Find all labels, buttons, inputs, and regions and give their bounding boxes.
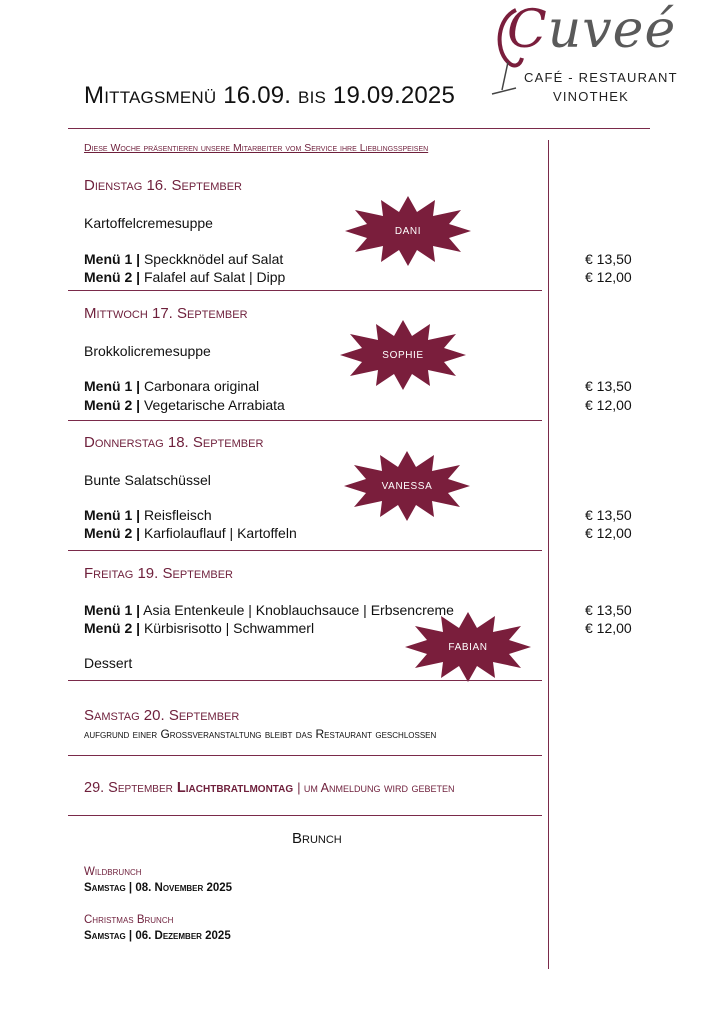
saturday-heading: Samstag 20. September: [84, 707, 240, 724]
menu-line: [84, 525, 297, 541]
day-heading: Dienstag 16. September: [84, 177, 243, 194]
section-divider: [68, 815, 542, 816]
logo-subtitle-vinothek: VINOTHEK: [553, 89, 630, 104]
event-date: 29. September: [84, 780, 173, 796]
section-divider: [68, 755, 542, 756]
logo-wordmark-rest: uveé: [547, 0, 677, 60]
brunch-name: Wildbrunch: [84, 866, 142, 878]
menu-price: € 12,00: [585, 397, 632, 413]
menu-label: Menü 1 |: [84, 378, 141, 394]
menu-dish: Asia Entenkeule | Knoblauchsauce | Erbsencreme: [143, 602, 454, 618]
header-divider: [68, 128, 650, 129]
staff-name: SOPHIE: [382, 349, 424, 361]
staff-name: FABIAN: [448, 641, 488, 653]
menu-price: € 13,50: [585, 378, 632, 394]
event-line: [84, 780, 454, 796]
logo-initial: C: [507, 0, 548, 60]
menu-line: [84, 397, 285, 413]
day-heading: Mittwoch 17. September: [84, 305, 248, 322]
intro-text: Diese Woche präsentieren unsere Mitarbeiter vom Service ihre Lieblingsspeisen: [84, 142, 429, 154]
section-divider: [68, 290, 542, 291]
menu-line: [84, 269, 285, 285]
menu-dish: Kürbisrisotto | Schwammerl: [143, 620, 315, 636]
menu-line: [84, 507, 212, 523]
section-divider: [68, 420, 542, 421]
price-column-divider: [548, 140, 549, 969]
soup-item: Brokkolicremesuppe: [84, 343, 211, 359]
menu-label: Menü 1 |: [84, 507, 141, 523]
menu-line: [84, 620, 314, 636]
menu-dish: Vegetarische Arrabiata: [143, 397, 285, 413]
staff-star-badge: [338, 320, 468, 390]
closure-note: aufgrund einer Großveranstaltung bleibt das Restaurant geschlossen: [84, 727, 437, 741]
section-divider: [68, 550, 542, 551]
menu-dish: Reisfleisch: [143, 507, 212, 523]
menu-price: € 12,00: [585, 620, 632, 636]
day-heading: Freitag 19. September: [84, 565, 233, 582]
menu-label: Menü 2 |: [84, 397, 141, 413]
brunch-date: Samstag | 08. November 2025: [84, 882, 233, 894]
menu-line: [84, 251, 283, 267]
menu-label: Menü 2 |: [84, 620, 141, 636]
menu-price: € 13,50: [585, 251, 632, 267]
menu-dish: Karfiolauflauf | Kartoffeln: [143, 525, 297, 541]
menu-label: Menü 2 |: [84, 269, 141, 285]
logo-subtitle: CAFÉ - RESTAURANT: [524, 70, 678, 85]
staff-name: VANESSA: [381, 480, 433, 492]
staff-star-badge: [343, 196, 473, 266]
day-heading: Donnerstag 18. September: [84, 434, 264, 451]
dessert-item: Dessert: [84, 655, 133, 671]
menu-price: € 12,00: [585, 525, 632, 541]
brunch-date: Samstag | 06. Dezember 2025: [84, 930, 231, 942]
brunch-heading: Brunch: [292, 830, 342, 847]
menu-price: € 13,50: [585, 602, 632, 618]
soup-item: Bunte Salatschüssel: [84, 472, 211, 488]
menu-price: € 12,00: [585, 269, 632, 285]
section-divider: [68, 680, 542, 681]
menu-price: € 13,50: [585, 507, 632, 523]
menu-label: Menü 1 |: [84, 251, 141, 267]
menu-line: [84, 378, 259, 394]
menu-line: [84, 602, 454, 618]
staff-name: DANI: [394, 225, 422, 237]
brunch-name: Christmas Brunch: [84, 914, 174, 926]
staff-star-badge: [342, 451, 472, 521]
menu-dish: Speckknödel auf Salat: [143, 251, 284, 267]
menu-dish: Carbonara original: [143, 378, 260, 394]
menu-label: Menü 2 |: [84, 525, 141, 541]
soup-item: Kartoffelcremesuppe: [84, 215, 213, 231]
event-name: Liachtbratlmontag: [176, 780, 294, 796]
menu-label: Menü 1 |: [84, 602, 141, 618]
event-note: | um Anmeldung wird gebeten: [297, 781, 455, 795]
logo-wordmark: [507, 0, 676, 60]
page-title: Mittagsmenü 16.09. bis 19.09.2025: [84, 82, 456, 109]
menu-dish: Falafel auf Salat | Dipp: [143, 269, 286, 285]
staff-star-badge: [403, 612, 533, 682]
